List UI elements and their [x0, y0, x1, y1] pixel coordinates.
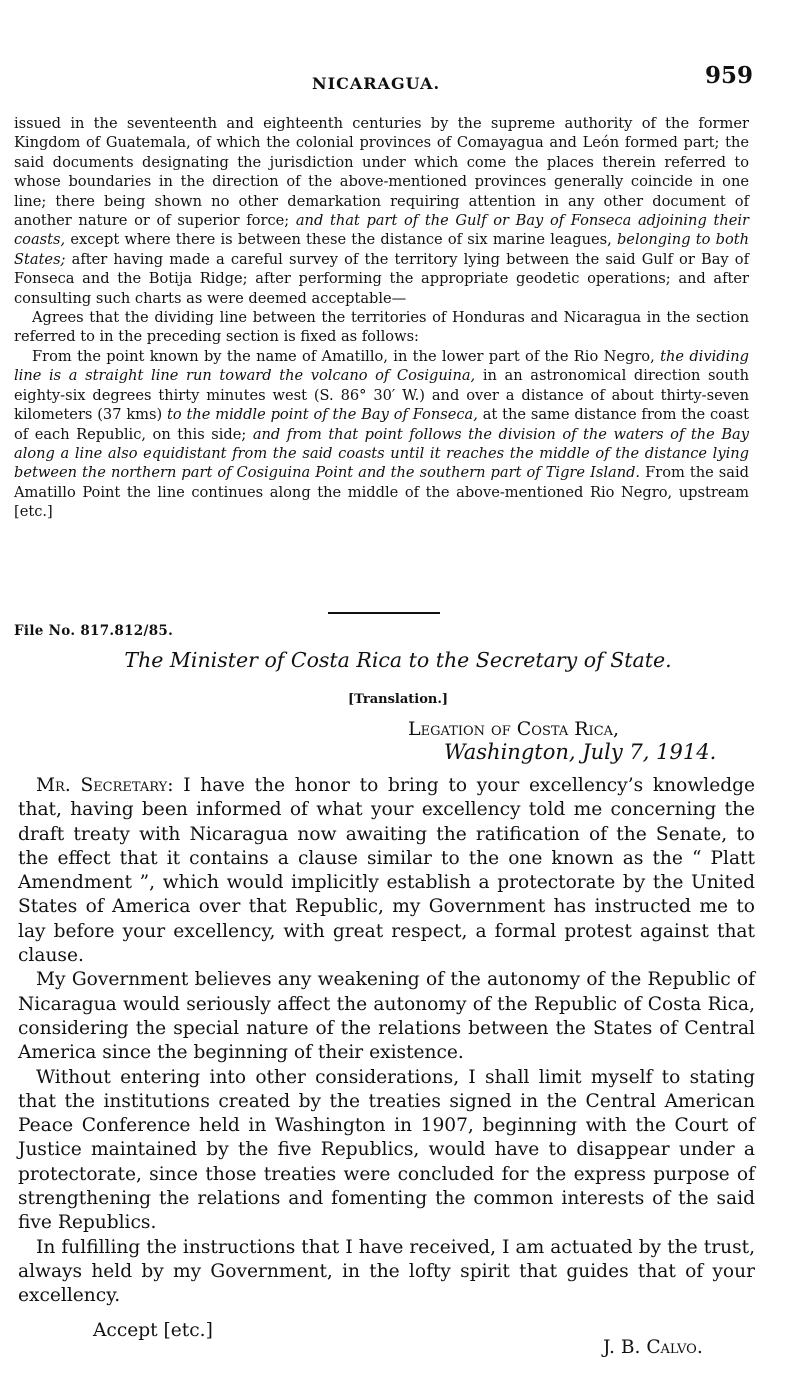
excerpt-p3-italic-a: the dividing line is a straight line run toward the volcano of Cosiguina, [14, 347, 749, 385]
page-number: 959 [705, 62, 754, 89]
running-title: NICARAGUA. [312, 74, 441, 93]
running-head [0, 62, 796, 92]
letter-paragraph-2: My Government believes any weakening of the autonomy of the Republic of Nicaragua would seriously affect the autonomy of the Republic of Costa Rica, considering the special nature of the relations between the States of Central America since the beginning of their existence. [18, 969, 755, 1064]
letter-paragraph-1-text: I have the honor to bring to your excellency’s knowledge that, having been informed of what your excellency told me concerning the draft treaty with Nicaragua now awaiting the ratification of the Senate, to the effect that it contains a clause similar to the one known as the “ Platt Amendment ”, which would implicitly establish a protectorate by the United States of America over that Republic, my Government has instructed me to lay before your excellency, with great respect, a formal protest against that clause. [18, 775, 756, 967]
translation-note: [Translation.] [347, 692, 449, 707]
excerpt-p1-text-b: except where there is between these the distance of six marine leagues, [65, 231, 617, 249]
closing-line: Accept [etc.] [93, 1320, 213, 1341]
letter-paragraph-4: In fulfilling the instructions that I have received, I am actuated by the trust, always held by my Government, in the lofty spirit that guides that of your excellency. [18, 1236, 755, 1307]
excerpt-p3-text-c: at the same distance from the coast of each Republic, on this side; [14, 406, 750, 443]
excerpt-p1-text-a: issued in the seventeenth and eighteenth centuries by the supreme authority of the former Kingdom of Guatemala, of which the colonial provinces of Comayagua and León formed part; the said documents designating the jurisdiction under which come the places therein referred to whose boundaries in the direction of the above-mentioned provinces generally coincide in one line; there being shown no other demarkation requiring attention in any other document of another nature or of superior force; [14, 115, 749, 230]
signature: J. B. Calvo. [603, 1337, 703, 1358]
excerpt-p1-text-c: after having made a careful survey of the territory lying between the said Gulf or Bay of Fonseca and the Botija Ridge; after performing the appropriate geodetic operations; and after consulting such charts as were deemed acceptable— [14, 250, 749, 307]
excerpt-p3-italic-b: to the middle point of the Bay of Fonseca, [167, 406, 478, 424]
excerpt-p1-italic-a: and that part of the Gulf or Bay of Fonseca adjoining their coasts, [14, 212, 750, 249]
excerpt-p3-text-d: From the said Amatillo Point the line continues along the middle of the above-mentioned Rio Negro, upstream [etc.] [14, 464, 749, 521]
treaty-excerpt [14, 114, 749, 522]
excerpt-paragraph-2: Agrees that the dividing line between the territories of Honduras and Nicaragua in the section referred to in the preceding section is fixed as follows: [14, 309, 749, 346]
sender-line: Legation of Costa Rica, [408, 718, 620, 740]
section-divider [328, 612, 440, 614]
letter-paragraph-1 [18, 774, 755, 968]
letter-paragraph-3: Without entering into other considerations, I shall limit myself to stating that the institutions created by the treaties signed in the Central American Peace Conference held in Washington in 1907, beginning with the Court of Justice maintained by the five Republics, would have to disappear under a protectorate, since those treaties were concluded for the express purpose of strengthening the relations and fomenting the common interests of the said five Republics. [18, 1066, 755, 1234]
salutation: Mr. Secretary: [36, 775, 174, 796]
excerpt-paragraph-1 [14, 114, 749, 308]
excerpt-paragraph-3 [14, 347, 749, 522]
excerpt-p3-italic-c: and from that point follows the division of the waters of the Bay along a line also equidistant from the said coasts until it reaches the middle of the distance lying between the northern part of Cosiguina Point and the southern part of Tigre Island. [14, 425, 749, 482]
excerpt-p1-italic-b: belonging to both States; [14, 231, 749, 268]
letter-body [18, 774, 755, 1309]
letter-heading: The Minister of Costa Rica to the Secretary of State. [124, 648, 672, 672]
excerpt-p3-text-b: in an astronomical direction south eighty-six degrees thirty minutes west (S. 86° 30′ W.) and over a distance of about thirty-seven kilometers (37 kms) [14, 367, 749, 424]
excerpt-p3-text-a: From the point known by the name of Amatillo, in the lower part of the Rio Negro, [32, 347, 661, 365]
file-number: File No. 817.812/85. [14, 623, 174, 639]
date-line: Washington, July 7, 1914. [444, 740, 717, 764]
